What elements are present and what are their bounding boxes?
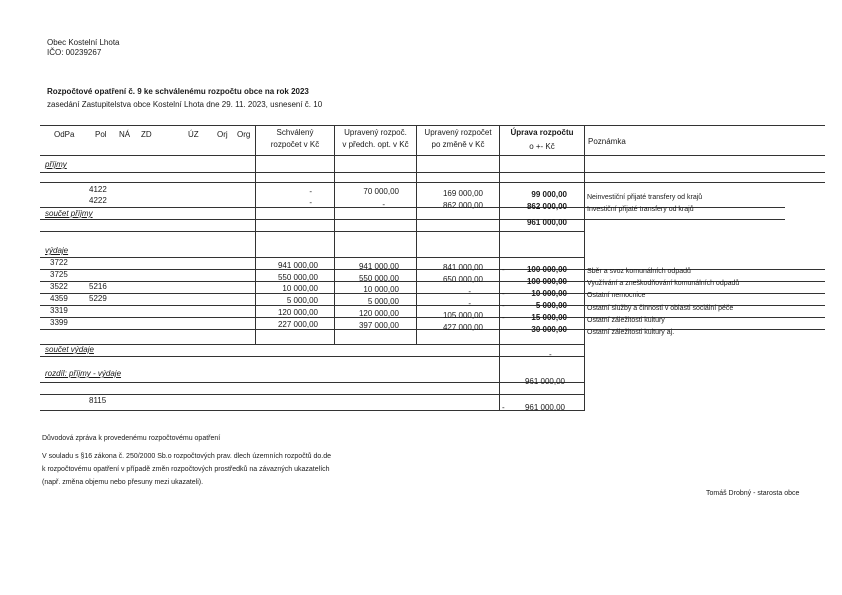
col-uz: ÚZ (188, 130, 199, 139)
revenue-approved: - (309, 187, 312, 196)
expense-change: 30 000,00 (531, 325, 567, 334)
column-divider (334, 125, 335, 344)
expense-approved: 941 000,00 (277, 261, 318, 270)
revenue-adjusted: - (382, 200, 385, 209)
expense-change: 5 000,00 (535, 301, 567, 310)
expense-approved: 10 000,00 (282, 284, 318, 293)
revenue-after: 862 000,00 (442, 201, 483, 210)
expense-odpa: 3522 (50, 282, 68, 291)
section-revenue: příjmy (45, 160, 67, 169)
expense-change: 100 000,00 (526, 277, 567, 286)
section-expenses: výdaje (45, 246, 69, 255)
expense-total-line (40, 344, 585, 345)
difference-value: 961 000,00 (524, 377, 565, 386)
expense-adjusted: 120 000,00 (358, 309, 399, 318)
col-pol: Pol (95, 130, 107, 139)
expense-note: Ostatní záležitosti kultury (587, 317, 665, 324)
revenue-adjusted: 70 000,00 (363, 187, 399, 196)
revenue-pol: 4122 (89, 185, 107, 194)
col-adjusted: v předch. opt. v Kč (342, 140, 409, 149)
document-subtitle: zasedání Zastupitelstva obce Kostelní Lhota dne 29. 11. 2023, usnesení č. 10 (47, 100, 323, 109)
expense-note: Ostatní služby a činnosti v oblasti sociální péče (587, 305, 734, 312)
table-top-border (40, 125, 825, 126)
revenue-total-label: součet příjmy (45, 209, 93, 218)
expense-sign: - (502, 313, 505, 322)
col-change: o +- Kč (529, 142, 555, 151)
difference-label: rozdíl: příjmy - výdaje (45, 369, 122, 378)
revenue-divider (40, 182, 825, 183)
expense-adjusted: 397 000,00 (358, 321, 399, 330)
column-divider (255, 125, 256, 344)
revenue-change: 99 000,00 (531, 190, 567, 199)
financing-value: 961 000,00 (524, 403, 565, 412)
explanatory-text: (např. změna objemu nebo přesuny mezi ukazateli). (42, 479, 204, 486)
explanatory-text: V souladu s §16 zákona č. 250/2000 Sb.o rozpočtových prav. dlech územních rozpočtů do.de (42, 453, 331, 460)
expense-total-label: součet výdaje (45, 345, 94, 354)
column-divider (499, 125, 500, 410)
expense-note: Ostatní záležitosti kultury aj. (587, 329, 675, 336)
expense-note: Využívání a zneškodňování komunálních odpadů (587, 280, 740, 287)
col-na: NÁ (119, 130, 131, 139)
revenue-pol: 4222 (89, 196, 107, 205)
col-zd: ZD (141, 130, 152, 139)
ico-number: IČO: 00239267 (47, 48, 102, 57)
expense-adjusted: 550 000,00 (358, 274, 399, 283)
expense-total-value: - (549, 350, 552, 359)
expense-approved: 5 000,00 (286, 296, 318, 305)
column-divider (416, 125, 417, 344)
expense-total-line (40, 356, 585, 357)
expense-odpa: 3399 (50, 318, 68, 327)
expense-sign: - (502, 289, 505, 298)
explanatory-text: k rozpočtovému opatření v případě změn rozpočtových prostředků na závazných ukazatelích (42, 466, 330, 473)
expense-odpa: 3722 (50, 258, 68, 267)
expense-after: - (468, 299, 471, 308)
expense-odpa: 3725 (50, 270, 68, 279)
expense-approved: 120 000,00 (277, 308, 318, 317)
financing-pol: 8115 (89, 396, 107, 405)
document-title: Rozpočtové opatření č. 9 ke schválenému rozpočtu obce na rok 2023 (47, 87, 309, 96)
col-org: Org (237, 130, 251, 139)
expense-after: 105 000,00 (442, 311, 483, 320)
expense-divider (40, 257, 585, 258)
revenue-total-line (40, 219, 785, 220)
col-after-change: po změně v Kč (431, 140, 485, 149)
expense-pol: 5229 (89, 294, 107, 303)
revenue-change: 862 000,00 (526, 202, 567, 211)
mayor-signature: Tomáš Drobný - starosta obce (706, 490, 800, 497)
expense-odpa: 4359 (50, 294, 68, 303)
expense-note: Ostatní nemocnice (587, 292, 646, 299)
col-note: Poznámka (588, 137, 626, 146)
revenue-total-line (40, 231, 585, 232)
col-approved: Schválený (276, 128, 314, 137)
expense-approved: 227 000,00 (277, 320, 318, 329)
expense-adjusted: 941 000,00 (358, 262, 399, 271)
expense-after: 841 000,00 (442, 263, 483, 272)
expense-sign: - (502, 301, 505, 310)
explanatory-note-title: Důvodová zpráva k provedenému rozpočtovému opatření (42, 435, 221, 442)
expense-change: 15 000,00 (531, 313, 567, 322)
difference-line (40, 382, 585, 383)
col-orj: Orj (217, 130, 228, 139)
revenue-note: Neinvestiční přijaté transfery od krajů (587, 194, 703, 201)
col-adjusted: Upravený rozpoč. (344, 128, 407, 137)
col-after-change: Upravený rozpočet (424, 128, 492, 137)
municipality-name: Obec Kostelní Lhota (47, 38, 120, 47)
revenue-divider (40, 172, 825, 173)
revenue-note: Investiční přijaté transfery od krajů (587, 206, 694, 213)
col-change: Úprava rozpočtu (510, 128, 574, 137)
revenue-approved: - (309, 198, 312, 207)
revenue-total-value: 961 000,00 (526, 218, 567, 227)
financing-line (40, 394, 585, 395)
expense-after: - (468, 287, 471, 296)
expense-after: 650 000,00 (442, 275, 483, 284)
financing-sign: - (502, 403, 505, 412)
col-approved: rozpočet v Kč (270, 140, 320, 149)
col-odpa: OdPa (54, 130, 75, 139)
expense-sign: - (502, 265, 505, 274)
expense-adjusted: 10 000,00 (363, 285, 399, 294)
expense-approved: 550 000,00 (277, 273, 318, 282)
expense-after: 427 000,00 (442, 323, 483, 332)
expense-change: 100 000,00 (526, 265, 567, 274)
expense-adjusted: 5 000,00 (367, 297, 399, 306)
expense-change: 10 000,00 (531, 289, 567, 298)
header-bottom-border (40, 155, 825, 156)
revenue-after: 169 000,00 (442, 189, 483, 198)
expense-odpa: 3319 (50, 306, 68, 315)
column-divider (584, 125, 585, 410)
expense-pol: 5216 (89, 282, 107, 291)
expense-note: Sběr a svoz komunálních odpadů (587, 268, 691, 275)
